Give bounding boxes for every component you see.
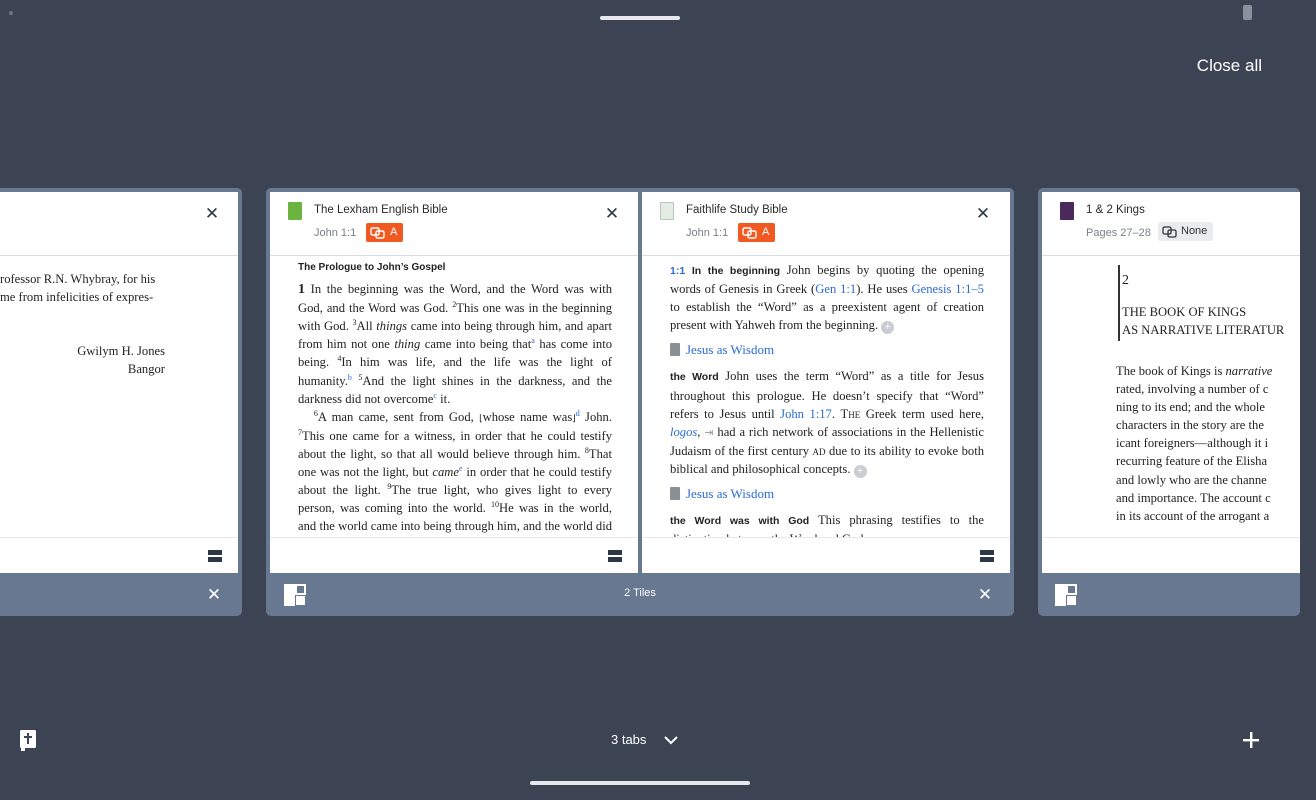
jesus-as-wisdom-link[interactable]: Jesus as Wisdom: [670, 341, 984, 359]
resource-title: The Lexham English Bible: [314, 204, 448, 216]
badge-label: A: [762, 226, 770, 238]
jesus-as-wisdom-link[interactable]: Jesus as Wisdom: [670, 485, 984, 503]
panel-icon[interactable]: [208, 548, 222, 564]
panel-icon[interactable]: [608, 548, 622, 564]
tag-icon: [1162, 226, 1177, 238]
chevron-down-icon[interactable]: [662, 731, 680, 749]
chapter-number: 2: [1122, 273, 1129, 288]
panel-icon[interactable]: [980, 548, 994, 564]
close-icon[interactable]: ✕: [975, 204, 991, 223]
resource-reference[interactable]: John 1:1: [314, 227, 357, 239]
tile-content: The Prologue to John’s Gospel 1 In the beginning was the Word, and the Word was with God, and the Word was God. $^2$This one was in the beginning with God. $^3$All things came into being through him, and apart from him not one thing came into being that$^a$ has come into being. $^4$In him was life, and the life was the light of humanity.$^b$ $^5$And the light shines in the darkness, and the darkness did not overcome$^c$ it. $^6$A man came, sent from God, ⌊whose name was⌋$^d$ John. $^7$This one came for a witness, in order that he could testify about the light, so that all would believe through him. $^8$That one was not the light, but came$^e$ in order that he could testify about the light. $^9$The true light, who gives light to every person, was coming into the world. $^{10}$He was in the world, and the world came into being through him, and the world did: [270, 257, 638, 537]
tabs-count[interactable]: 3 tabs: [611, 732, 647, 747]
plus-icon[interactable]: [1240, 729, 1262, 751]
close-icon[interactable]: ✕: [204, 204, 220, 223]
resource-title: 1 & 2 Kings: [1086, 204, 1145, 216]
text-line: me from infelicities of expres-: [0, 290, 154, 305]
status-dot: [9, 11, 13, 15]
tile-faithlife-study-bible[interactable]: [642, 192, 1010, 573]
badge-label: A: [390, 226, 398, 238]
tile-left[interactable]: [0, 192, 238, 573]
resource-title: Faithlife Study Bible: [686, 204, 788, 216]
tile-footer: [0, 537, 238, 573]
tile-header: [642, 192, 1010, 256]
tile-footer: [1042, 537, 1300, 573]
tile-content: 1:1 In the beginning John begins by quoting the opening words of Genesis in Greek (Gen 1:1). He uses Genesis 1:1–5 to establish the “Word” as a preexistent agent of creation present with Yahweh from the beginning. + Jesus as Wisdom the Word John uses the term “Word” as a title for Jesus throughout this prologue. He doesn’t specify that “Word” refers to Jesus until John 1:17. The Greek term used here, logos, ⇥ had a rich network of associations in the Hellenistic Judaism of the first century ad due to its ability to evoke both biblical and philosophical concepts. + Jesus as Wisdom the Word was with God This phrasing testifies to the: [670, 263, 985, 528]
close-group-icon[interactable]: ✕: [206, 585, 222, 604]
bible-icon[interactable]: [20, 730, 36, 751]
tab-group-left[interactable]: [0, 188, 242, 616]
tile-header: [0, 192, 238, 256]
expand-icon[interactable]: +: [854, 465, 867, 478]
home-indicator[interactable]: [530, 781, 750, 785]
article-icon: [670, 343, 680, 356]
group-footer: [1038, 574, 1300, 616]
close-all-button[interactable]: Close all: [1196, 56, 1262, 75]
tile-content: 2 THE BOOK OF KINGS AS NARRATIVE LITERATUR The book of Kings is narrative rated, involving a number of c ning to its end; and the whole characters in the story are the icant foreigners—although it i recurring feature of the Elisha and lowly who are the channe and importance. The account c in its account of the arrogant a: [1042, 257, 1300, 537]
signature-name: Gwilym H. Jones: [77, 344, 165, 358]
book-icon: [660, 202, 674, 220]
section-heading: The Prologue to John’s Gospel: [298, 262, 446, 273]
chapter-title: AS NARRATIVE LITERATUR: [1122, 323, 1285, 337]
battery-icon: [1243, 5, 1252, 20]
book-icon: [1060, 202, 1074, 220]
link-set-badge[interactable]: [1158, 222, 1213, 241]
article-icon: [670, 487, 680, 500]
tag-icon: [742, 227, 757, 239]
badge-label: None: [1181, 225, 1208, 237]
resource-reference[interactable]: John 1:1: [686, 227, 729, 239]
text-line: rofessor R.N. Whybray, for his: [0, 272, 156, 286]
tag-icon: [370, 227, 385, 239]
expand-icon[interactable]: +: [881, 321, 894, 334]
signature-place: Bangor: [127, 362, 165, 377]
tile-content: [0, 248, 238, 537]
chapter-title: THE BOOK OF KINGS: [1122, 305, 1247, 319]
book-icon: [288, 202, 302, 220]
tab-group-right[interactable]: [1038, 188, 1300, 616]
tile-kings[interactable]: [1042, 192, 1300, 573]
tile-header: [270, 192, 638, 256]
close-group-icon[interactable]: ✕: [977, 585, 993, 604]
top-handle[interactable]: [600, 16, 680, 20]
link-set-badge[interactable]: [366, 223, 403, 242]
group-footer: [0, 574, 242, 616]
resource-reference[interactable]: Pages 27–28: [1086, 227, 1151, 239]
tiles-count: 2 Tiles: [624, 587, 656, 599]
link-set-badge[interactable]: [738, 223, 775, 242]
tab-group-middle[interactable]: [266, 188, 1014, 616]
tile-header: [1042, 192, 1300, 256]
tile-footer: [270, 537, 638, 573]
tile-footer: [642, 537, 1010, 573]
close-icon[interactable]: ✕: [604, 204, 620, 223]
layout-icon[interactable]: [1054, 583, 1078, 607]
tile-lexham-bible[interactable]: [270, 192, 638, 573]
group-footer: [266, 574, 1014, 616]
